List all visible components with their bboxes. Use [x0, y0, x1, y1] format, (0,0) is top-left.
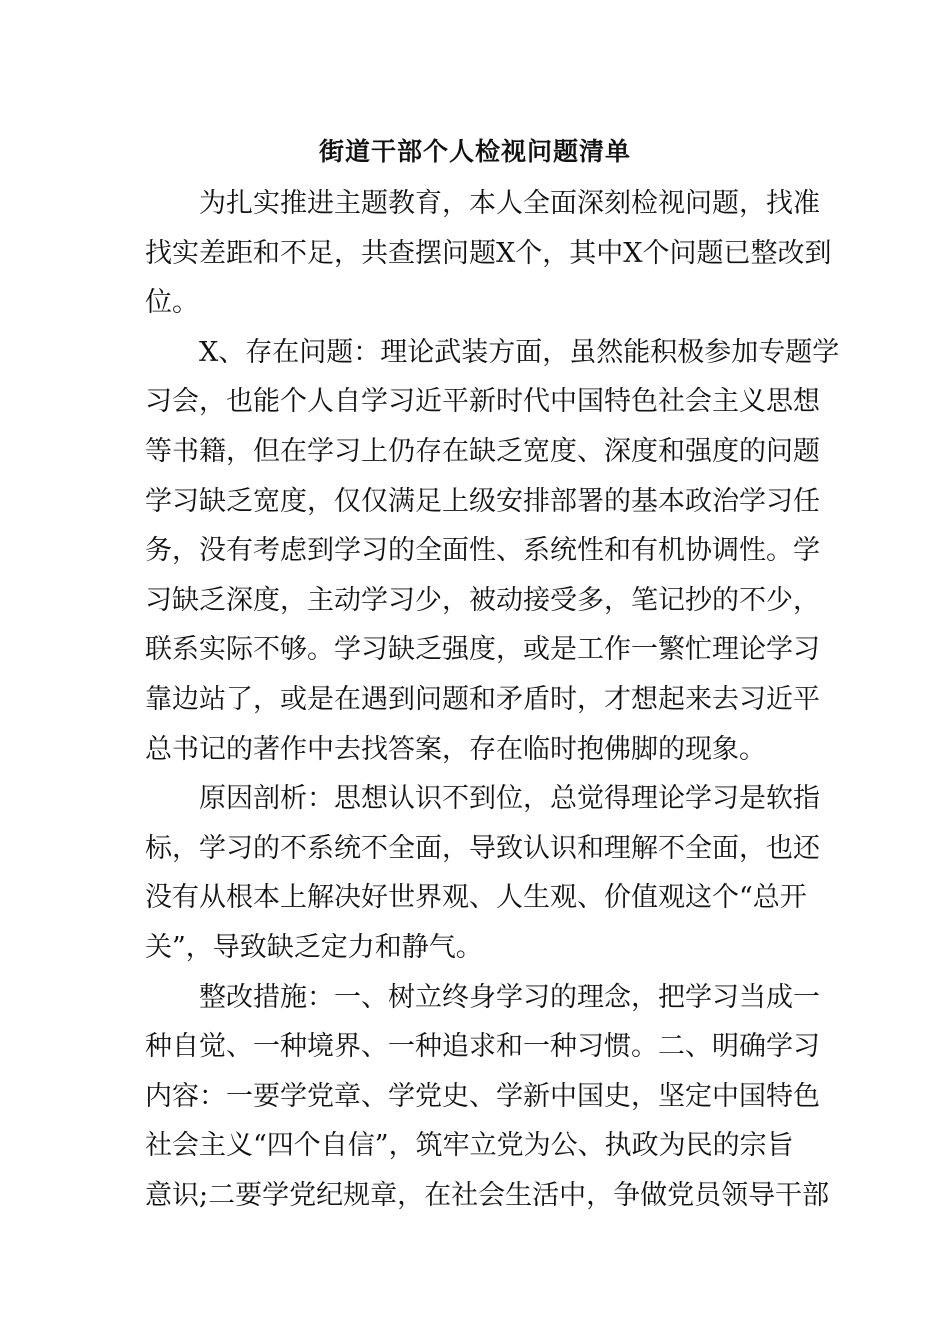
- paragraph-line: 关”，导致缺乏定力和静气。: [145, 931, 483, 963]
- paragraph-line: 习缺乏深度，主动学习少，被动接受多，笔记抄的不少，: [145, 584, 820, 616]
- paragraph-line: 标，学习的不系统不全面，导致认识和理解不全面，也还: [145, 832, 820, 864]
- document-body: [145, 179, 840, 1220]
- paragraph-line: 整改措施：一、树立终身学习的理念，把学习当成一: [199, 981, 820, 1013]
- paragraph-line: 原因剖析：思想认识不到位，总觉得理论学习是软指: [199, 783, 820, 815]
- paragraph-line: 为扎实推进主题教育，本人全面深刻检视问题，找准: [199, 188, 820, 219]
- paragraph-line: 习会，也能个人自学习近平新时代中国特色社会主义思想: [145, 386, 820, 418]
- paragraph-line: 务，没有考虑到学习的全面性、系统性和有机协调性。学: [145, 535, 820, 567]
- paragraph-line: 联系实际不够。学习缺乏强度，或是工作一繁忙理论学习: [145, 634, 820, 666]
- paragraph-line: 等书籍，但在学习上仍存在缺乏宽度、深度和强度的问题: [145, 435, 820, 467]
- paragraph-line: 总书记的著作中去找答案，存在临时抱佛脚的现象。: [145, 733, 766, 765]
- document-title: 街道干部个人检视问题清单: [318, 137, 631, 166]
- paragraph-line: 位。: [145, 287, 199, 319]
- paragraph-line: 找实差距和不足，共查摆问题X个，其中X个问题已整改到: [145, 237, 832, 269]
- paragraph-line: 种自觉、一种境界、一种追求和一种习惯。二、明确学习: [145, 1031, 820, 1063]
- paragraph-line: 没有从根本上解决好世界观、人生观、价值观这个“总开: [145, 882, 807, 914]
- paragraph-line: 靠边站了，或是在遇到问题和矛盾时，才想起来去习近平: [145, 683, 820, 715]
- paragraph-line: 意识;二要学党纪规章，在社会生活中，争做党员领导干部: [145, 1179, 830, 1211]
- paragraph-line: 学习缺乏宽度，仅仅满足上级安排部署的基本政治学习任: [145, 485, 820, 517]
- paragraph-line: 社会主义“四个自信”，筑牢立党为公、执政为民的宗旨: [145, 1130, 794, 1162]
- paragraph-line: 内容：一要学党章、学党史、学新中国史，坚定中国特色: [145, 1080, 820, 1112]
- paragraph-line: X、存在问题：理论武装方面，虽然能积极参加专题学: [199, 336, 840, 368]
